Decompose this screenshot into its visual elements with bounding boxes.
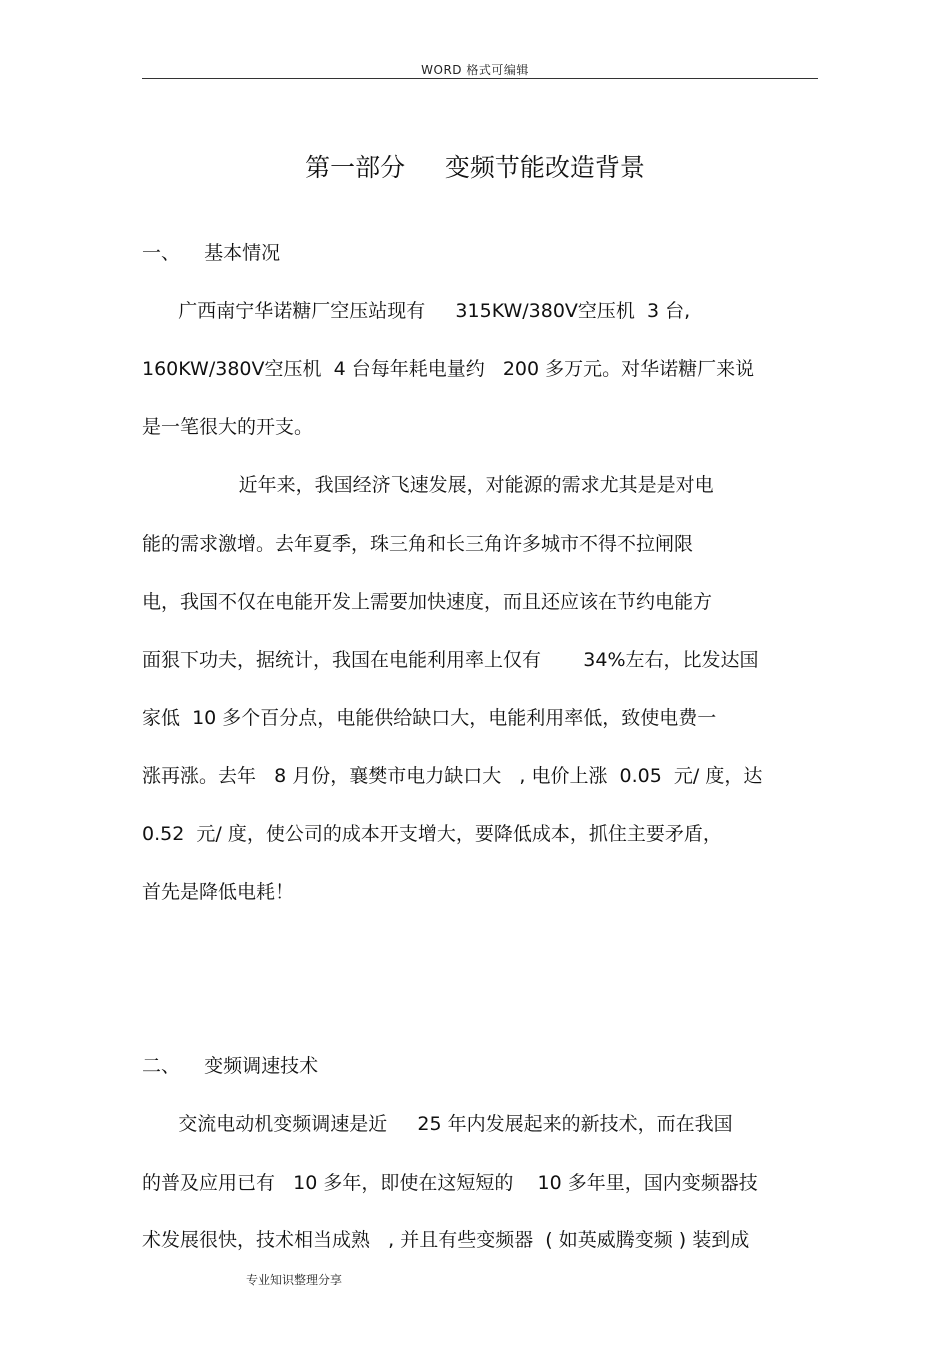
- section-heading: 一、 基本情况: [142, 242, 281, 264]
- page-title: 第一部分 变频节能改造背景: [305, 153, 645, 182]
- paragraph-line: 涨再涨。去年 8 月份，襄樊市电力缺口大 , 电价上涨 0.05 元/ 度，达: [142, 765, 763, 787]
- paragraph-line: 的普及应用已有 10 多年，即使在这短短的 10 多年里，国内变频器技: [142, 1172, 758, 1194]
- paragraph-line: 是一笔很大的开支。: [142, 416, 314, 438]
- section-heading: 二、 变频调速技术: [142, 1055, 319, 1077]
- paragraph-line: 首先是降低电耗！: [142, 881, 295, 903]
- paragraph-line: 160KW/380V空压机 4 台每年耗电量约 200 多万元。对华诺糖厂来说: [142, 358, 755, 380]
- header-text: WORD 格式可编辑: [421, 63, 529, 77]
- page-footer: 专业知识整理分享: [246, 1273, 343, 1287]
- paragraph-line: 近年来，我国经济飞速发展，对能源的需求尤其是是对电: [142, 474, 714, 496]
- paragraph-line: 家低 10 多个百分点，电能供给缺口大，电能利用率低，致使电费一: [142, 707, 717, 729]
- paragraph-line: 能的需求激增。去年夏季，珠三角和长三角许多城市不得不拉闸限: [142, 533, 694, 555]
- paragraph-line: 0.52 元/ 度，使公司的成本开支增大，要降低成本，抓住主要矛盾，: [142, 823, 722, 845]
- paragraph-line: 术发展很快，技术相当成熟 , 并且有些变频器 ( 如英威腾变频 ) 装到成: [142, 1229, 750, 1251]
- header-divider: [142, 78, 818, 79]
- paragraph-line: 交流电动机变频调速是近 25 年内发展起来的新技术，而在我国: [142, 1113, 733, 1135]
- paragraph-line: 广西南宁华诺糖厂空压站现有 315KW/380V空压机 3 台,: [142, 300, 691, 322]
- paragraph-line: 电，我国不仅在电能开发上需要加快速度，而且还应该在节约电能方: [142, 591, 713, 613]
- paragraph-line: 面狠下功夫，据统计，我国在电能利用率上仅有 34%左右，比发达国: [142, 649, 759, 671]
